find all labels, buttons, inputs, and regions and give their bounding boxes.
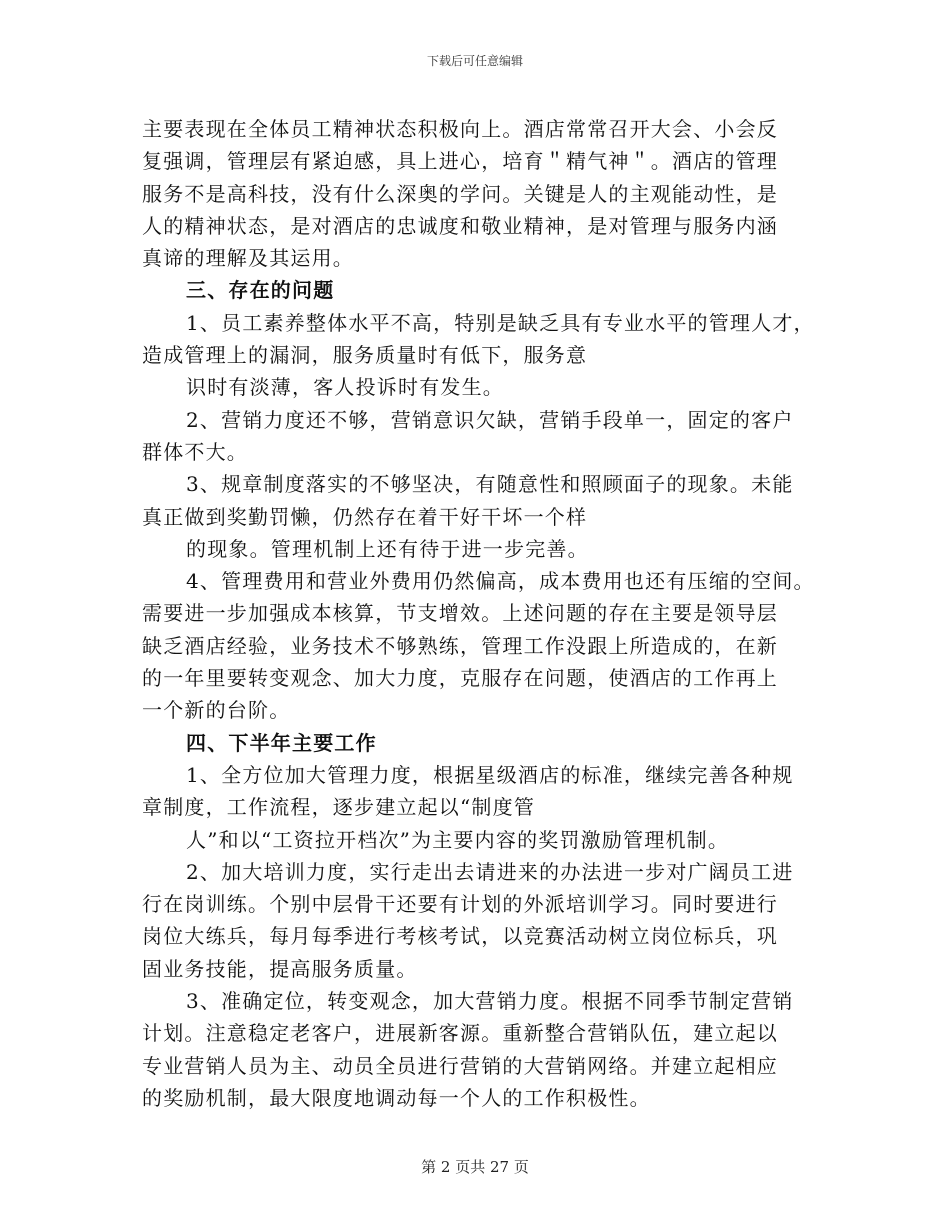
paragraph-line: 真正做到奖勤罚懒，仍然存在着干好干坏一个样 xyxy=(142,504,588,529)
section-heading: 四、下半年主要工作 xyxy=(186,730,377,755)
paragraph-line: 的奖励机制，最大限度地调动每一个人的工作积极性。 xyxy=(142,1085,651,1110)
paragraph-line: 人”和以“工资拉开档次”为主要内容的奖罚激励管理机制。 xyxy=(186,827,730,852)
paragraph-line: 一个新的台阶。 xyxy=(142,698,291,723)
paragraph-line: 复强调，管理层有紧迫感，具上进心，培育＂精气神＂。酒店的管理 xyxy=(142,149,778,174)
paragraph-line: 2、加大培训力度，实行走出去请进来的办法进一步对广阔员工进 xyxy=(186,859,794,884)
paragraph-line: 2、营销力度还不够，营销意识欠缺，营销手段单一，固定的客户 xyxy=(186,407,794,432)
paragraph-line: 的一年里要转变观念、加大力度，克服存在问题，使酒店的工作再上 xyxy=(142,666,778,691)
section-heading: 三、存在的问题 xyxy=(186,278,335,303)
paragraph-line: 真谛的理解及其运用。 xyxy=(142,246,354,271)
paragraph-line: 群体不大。 xyxy=(142,439,248,464)
paragraph-line: 计划。注意稳定老客户，进展新客源。重新整合营销队伍，建立起以 xyxy=(142,1021,778,1046)
paragraph-line: 3、准确定位，转变观念，加大营销力度。根据不同季节制定营销 xyxy=(186,989,794,1014)
paragraph-line: 章制度，工作流程，逐步建立起以“制度管 xyxy=(142,795,536,820)
paragraph-line: 固业务技能，提高服务质量。 xyxy=(142,956,418,981)
paragraph-line: 4、管理费用和营业外费用仍然偏高，成本费用也还有压缩的空间。 xyxy=(186,569,815,594)
document-body xyxy=(142,113,842,1114)
paragraph-line: 行在岗训练。个别中层骨干还要有计划的外派培训学习。同时要进行 xyxy=(142,892,778,917)
paragraph-line: 岗位大练兵，每月每季进行考核考试，以竞赛活动树立岗位标兵，巩 xyxy=(142,924,778,949)
paragraph-line: 缺乏酒店经验，业务技术不够熟练，管理工作没跟上所造成的，在新 xyxy=(142,633,778,658)
paragraph-line: 1、全方位加大管理力度，根据星级酒店的标准，继续完善各种规 xyxy=(186,762,794,787)
paragraph-line: 的现象。管理机制上还有待于进一步完善。 xyxy=(186,536,589,561)
paragraph-line: 服务不是高科技，没有什么深奥的学问。关键是人的主观能动性，是 xyxy=(142,181,778,206)
paragraph-line: 1、员工素养整体水平不高，特别是缺乏具有专业水平的管理人才， xyxy=(186,310,815,335)
page-header: 下载后可任意编辑 xyxy=(426,54,523,68)
paragraph-line: 造成管理上的漏洞，服务质量时有低下，服务意 xyxy=(142,343,588,368)
paragraph-line: 人的精神状态，是对酒店的忠诚度和敬业精神，是对管理与服务内涵 xyxy=(142,213,778,238)
paragraph-line: 3、规章制度落实的不够坚决，有随意性和照顾面子的现象。未能 xyxy=(186,472,794,497)
paragraph-line: 专业营销人员为主、动员全员进行营销的大营销网络。并建立起相应 xyxy=(142,1053,778,1078)
page-footer: 第 2 页共 27 页 xyxy=(421,1158,529,1176)
paragraph-line: 识时有淡薄，客人投诉时有发生。 xyxy=(186,375,504,400)
paragraph-line: 主要表现在全体员工精神状态积极向上。酒店常常召开大会、小会反 xyxy=(142,117,778,141)
paragraph-line: 需要进一步加强成本核算，节支增效。上述问题的存在主要是领导层 xyxy=(142,601,778,626)
